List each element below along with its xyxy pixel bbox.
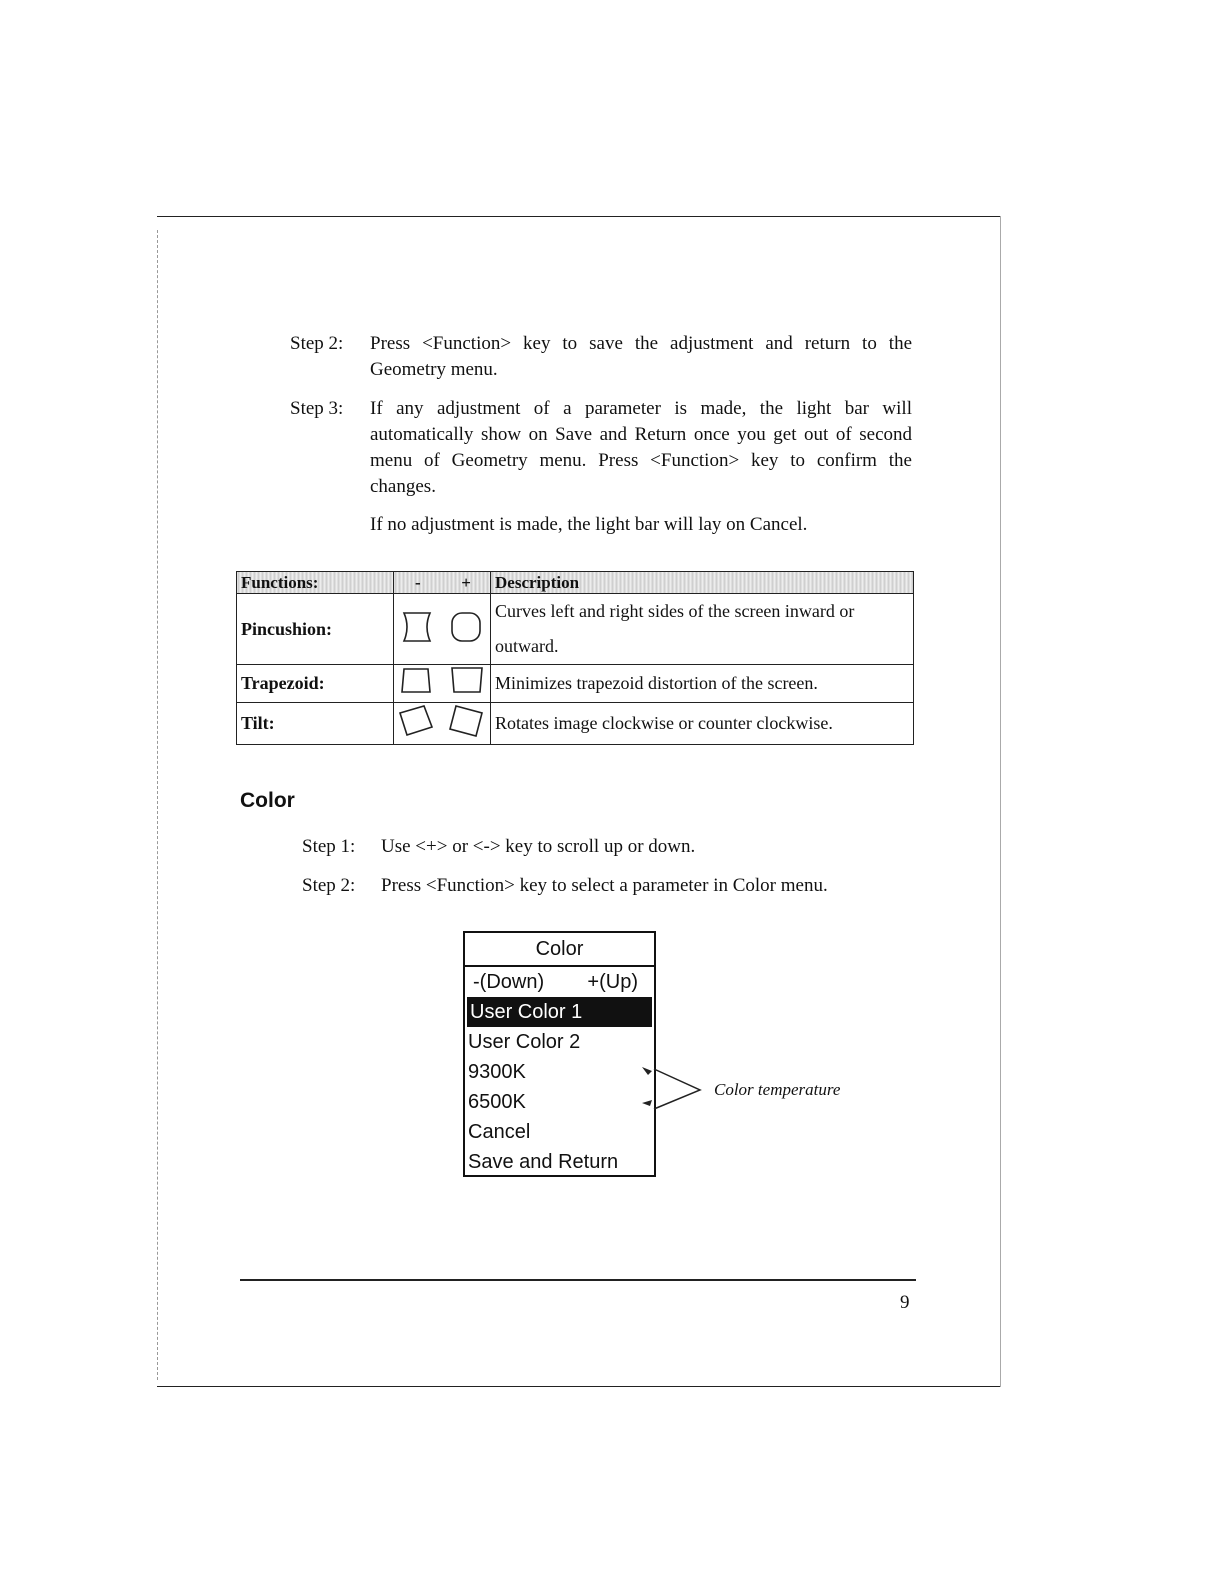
menu-title: Color bbox=[465, 933, 654, 967]
pincushion-outward-icon bbox=[452, 613, 480, 641]
function-name: Pincushion: bbox=[237, 594, 394, 665]
geometry-note: If no adjustment is made, the light bar will lay on Cancel. bbox=[370, 514, 808, 535]
icon-cell bbox=[394, 665, 491, 703]
menu-item-9300k[interactable]: 9300K bbox=[468, 1061, 526, 1083]
pincushion-icons bbox=[394, 607, 490, 647]
table-row bbox=[237, 594, 914, 665]
down-hint: -(Down) bbox=[473, 971, 545, 993]
step-label: Step 1: bbox=[302, 836, 356, 857]
trapezoid-narrow-top-icon bbox=[402, 669, 430, 692]
header-minus-plus bbox=[394, 572, 491, 594]
menu-item-6500k[interactable]: 6500K bbox=[468, 1091, 526, 1113]
trapezoid-icons bbox=[394, 665, 490, 697]
callout-color-temperature: Color temperature bbox=[714, 1080, 841, 1099]
function-name: Trapezoid: bbox=[237, 665, 394, 703]
step-label: Step 2: bbox=[302, 875, 356, 896]
trapezoid-wide-top-icon bbox=[452, 668, 482, 692]
function-description: Rotates image clockwise or counter clockwise. bbox=[491, 703, 914, 745]
icon-cell bbox=[394, 703, 491, 745]
right-frame-rule bbox=[1000, 216, 1001, 1387]
menu-item-save-and-return[interactable]: Save and Return bbox=[468, 1151, 619, 1173]
icon-cell bbox=[394, 594, 491, 665]
table-row bbox=[237, 665, 914, 703]
table-row bbox=[237, 703, 914, 745]
up-hint: +(Up) bbox=[587, 971, 638, 993]
menu-item-user-color-2[interactable]: User Color 2 bbox=[468, 1031, 581, 1053]
function-name: Tilt: bbox=[237, 703, 394, 745]
function-description: Minimizes trapezoid distortion of the screen. bbox=[491, 665, 914, 703]
pincushion-inward-icon bbox=[404, 613, 430, 641]
callout-bracket-icon bbox=[640, 1065, 710, 1115]
header-description: Description bbox=[491, 572, 914, 594]
step-label: Step 2: bbox=[290, 333, 344, 354]
menu-item-user-color-1[interactable]: User Color 1 bbox=[467, 997, 652, 1027]
header-minus: - bbox=[415, 572, 421, 592]
step-text: Press <Function> key to select a parameter in Color menu. bbox=[381, 875, 828, 896]
color-heading: Color bbox=[240, 789, 295, 812]
table-header-row bbox=[237, 572, 914, 594]
tilt-left-icon bbox=[400, 706, 432, 735]
page-number: 9 bbox=[900, 1292, 910, 1313]
footer-rule bbox=[240, 1279, 916, 1281]
header-functions: Functions: bbox=[237, 572, 394, 594]
color-osd-menu bbox=[463, 931, 656, 1177]
geometry-function-table bbox=[236, 571, 914, 745]
bottom-frame-rule bbox=[157, 1386, 1001, 1387]
tilt-right-icon bbox=[450, 706, 482, 736]
step-text: Use <+> or <-> key to scroll up or down. bbox=[381, 836, 696, 857]
header-plus: + bbox=[461, 572, 471, 592]
function-description: Curves left and right sides of the screen inward or outward. bbox=[491, 594, 914, 665]
top-rule bbox=[157, 216, 1001, 217]
step-text: If any adjustment of a parameter is made, the light bar will automatically show on Save and Return once you get out of second menu of Geometry menu. Press <Function> key to confirm the changes. bbox=[370, 398, 912, 497]
left-margin-dashes bbox=[157, 230, 158, 1380]
menu-nav-hint bbox=[465, 967, 654, 997]
step-label: Step 3: bbox=[290, 398, 344, 419]
tilt-icons bbox=[394, 703, 490, 739]
step-text: Press <Function> key to save the adjustment and return to the Geometry menu. bbox=[370, 333, 912, 380]
menu-item-cancel[interactable]: Cancel bbox=[468, 1121, 531, 1143]
